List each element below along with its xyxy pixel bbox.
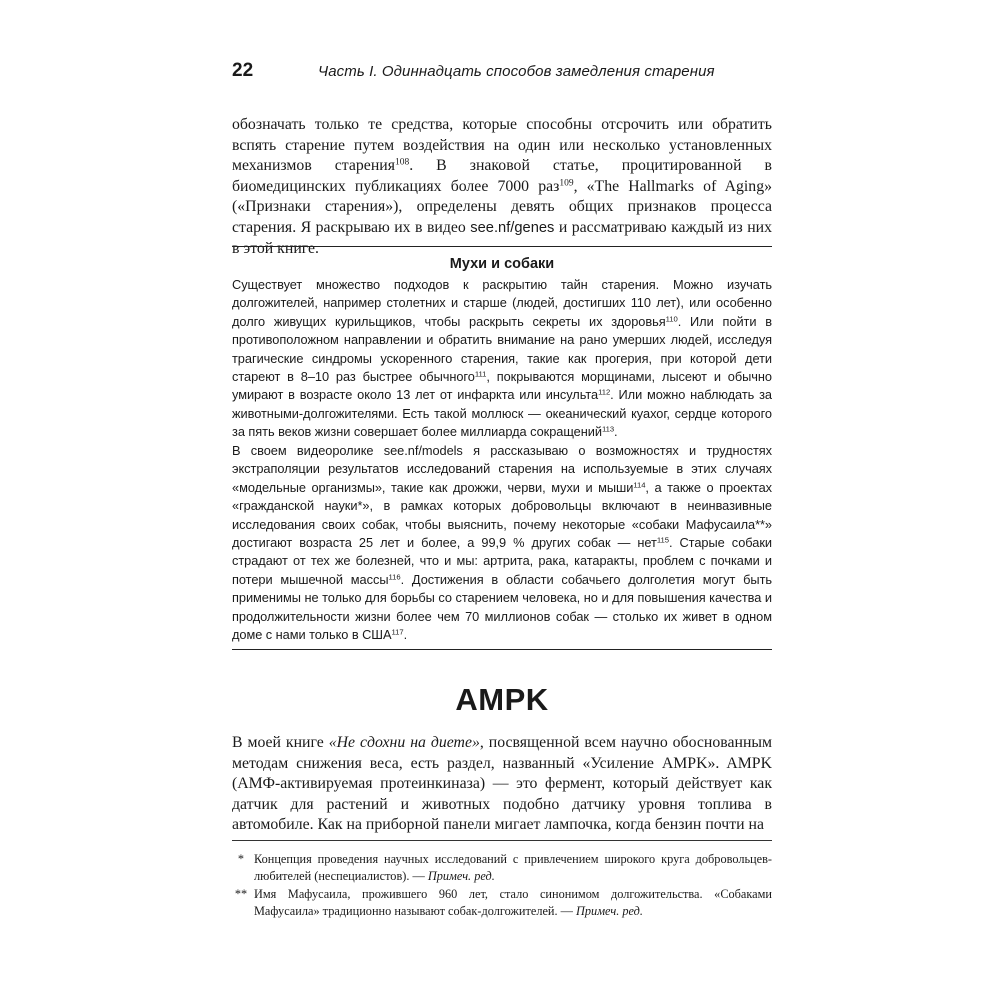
intro-text-1: обозначать только те средства, которые способны отсрочить или обратить вспять старение путем воздействия на один или несколько установленных механизмов старения (232, 116, 772, 175)
sidebar-top-rule (232, 246, 772, 247)
sidebar-p2-text-1: В своем видеоролике (232, 443, 384, 458)
sidebar-paragraph-2 (232, 442, 772, 644)
running-header: Часть I. Одиннадцать способов замедления старения (318, 63, 715, 80)
intro-text-2: . В знаковой статье, процитированной в биомедицинских публикациях более 7000 раз (232, 157, 772, 195)
footnote-ref-112: 112 (598, 387, 611, 397)
footnote-ref-111: 111 (474, 369, 487, 379)
sidebar-p2-text-3: , а также о проектах «гражданской науки*», в рамках которых добровольцы включают в неинвазивные исследования своих собак, чтобы выяснить, почему некоторые «собаки Мафусаила**» достигают возраста 25 лет и более, а 99,9 % других собак — нет (232, 479, 772, 551)
video-link-models[interactable]: see.nf/models (383, 443, 463, 458)
sidebar-p2-text-6: . (403, 627, 408, 643)
section-text-1: В моей книге (232, 734, 329, 751)
intro-text-3: , «The Hallmarks of Aging» («Признаки старения»), определены девять общих признаков процесса старения. Я раскрываю их в видео (232, 177, 772, 236)
footnote-ref-115: 115 (656, 535, 669, 545)
footnote-note-2: Примеч. ред. (576, 903, 643, 918)
sidebar-bottom-rule (232, 649, 772, 650)
section-heading: AMPK (455, 682, 549, 717)
footnote-body-2 (254, 886, 772, 919)
footnote-body-1 (254, 851, 772, 884)
sidebar-paragraph-1 (232, 276, 772, 442)
book-title: «Не сдохни на диете» (328, 734, 480, 751)
footnote-rule (232, 840, 772, 841)
sidebar-p1-text-5: . (614, 424, 618, 440)
sidebar-p2-text-2: я рассказываю о возможностях и трудностях экстраполяции результатов исследований старения на используемые в этих случаях «модельные организмы», такие как дрожжи, черви, мухи и мыши (232, 443, 772, 495)
footnote-1 (232, 851, 772, 884)
footnote-ref-117: 117 (391, 627, 404, 637)
footnote-note-1: Примеч. ред. (427, 868, 495, 883)
intro-text-4: и рассматриваю каждый из них в этой книге. (232, 218, 772, 257)
page-number: 22 (232, 60, 254, 81)
sidebar-p1-text-2: . Или пойти в противоположном направлении и обратить внимание на рано умерших людей, исследуя трагические синдромы ускоренного старения, такие как прогерия, при которой дети стареют в 8–10 раз быстрее обычного (232, 313, 773, 385)
section-text-2: , посвященной всем научно обоснованным методам снижения веса, есть раздел, названный «Усиление AMPK». AMPK (АМФ-активируемая протеинкиназа) — это фермент, который действует как датчик для растений и животных подобно датчику уровня топлива в автомобиле. Как на приборной панели мигает лампочка, когда бензин почти на (232, 734, 773, 834)
sidebar-p2-text-4: . Старые собаки страдают от тех же болезней, что и мы: артрита, рака, катаракты, проблем с почками и потери мышечной массы (232, 535, 773, 587)
footnote-mark-1: * (237, 852, 245, 866)
section-paragraph (232, 733, 772, 836)
footnote-text-1: Концепция проведения научных исследований с привлечением широкого круга добровольцев-любителей (неспециалистов). — (254, 852, 772, 883)
sidebar-p1-text-3: , покрываются морщинами, лысеют и обычно умирают в возрасте около 13 лет от инфаркта или инсульта (232, 369, 772, 403)
footnote-ref-109: 109 (559, 178, 574, 189)
intro-paragraph (232, 115, 772, 259)
footnote-mark-2: ** (234, 887, 248, 901)
footnote-ref-110: 110 (665, 314, 678, 324)
sidebar-title: Мухи и собаки (449, 256, 555, 272)
footnote-2 (232, 886, 772, 919)
footnote-ref-108: 108 (395, 157, 410, 168)
footnote-ref-113: 113 (601, 424, 615, 434)
sidebar-p2-text-5: . Достижения в области собачьего долголетия могут быть применимы не только для борьбы со старением человека, но и для повышения качества и продолжительности жизни более чем 70 миллионов собак — столько их живет в одном доме с нами только в США (232, 571, 772, 643)
footnote-ref-116: 116 (388, 572, 401, 582)
sidebar-p1-text-1: Существует множество подходов к раскрытию тайн старения. Можно изучать долгожителей, например столетних и старше (людей, достигших 110 лет), или особенно долго живущих курильщиков, чтобы раскрыть секреты их здоровья (232, 277, 772, 329)
footnote-ref-114: 114 (633, 480, 646, 490)
video-link-genes[interactable]: see.nf/genes (470, 219, 555, 236)
sidebar-p1-text-4: . Или можно наблюдать за животными-долгожителями. Есть такой моллюск — океанический куахог, сердце которого за пять веков жизни совершает более миллиарда сокращений (232, 387, 772, 440)
footnote-text-2: Имя Мафусаила, прожившего 960 лет, стало синонимом долгожительства. «Собаками Мафусаила» традиционно называют собак-долгожителей. — (254, 887, 772, 918)
